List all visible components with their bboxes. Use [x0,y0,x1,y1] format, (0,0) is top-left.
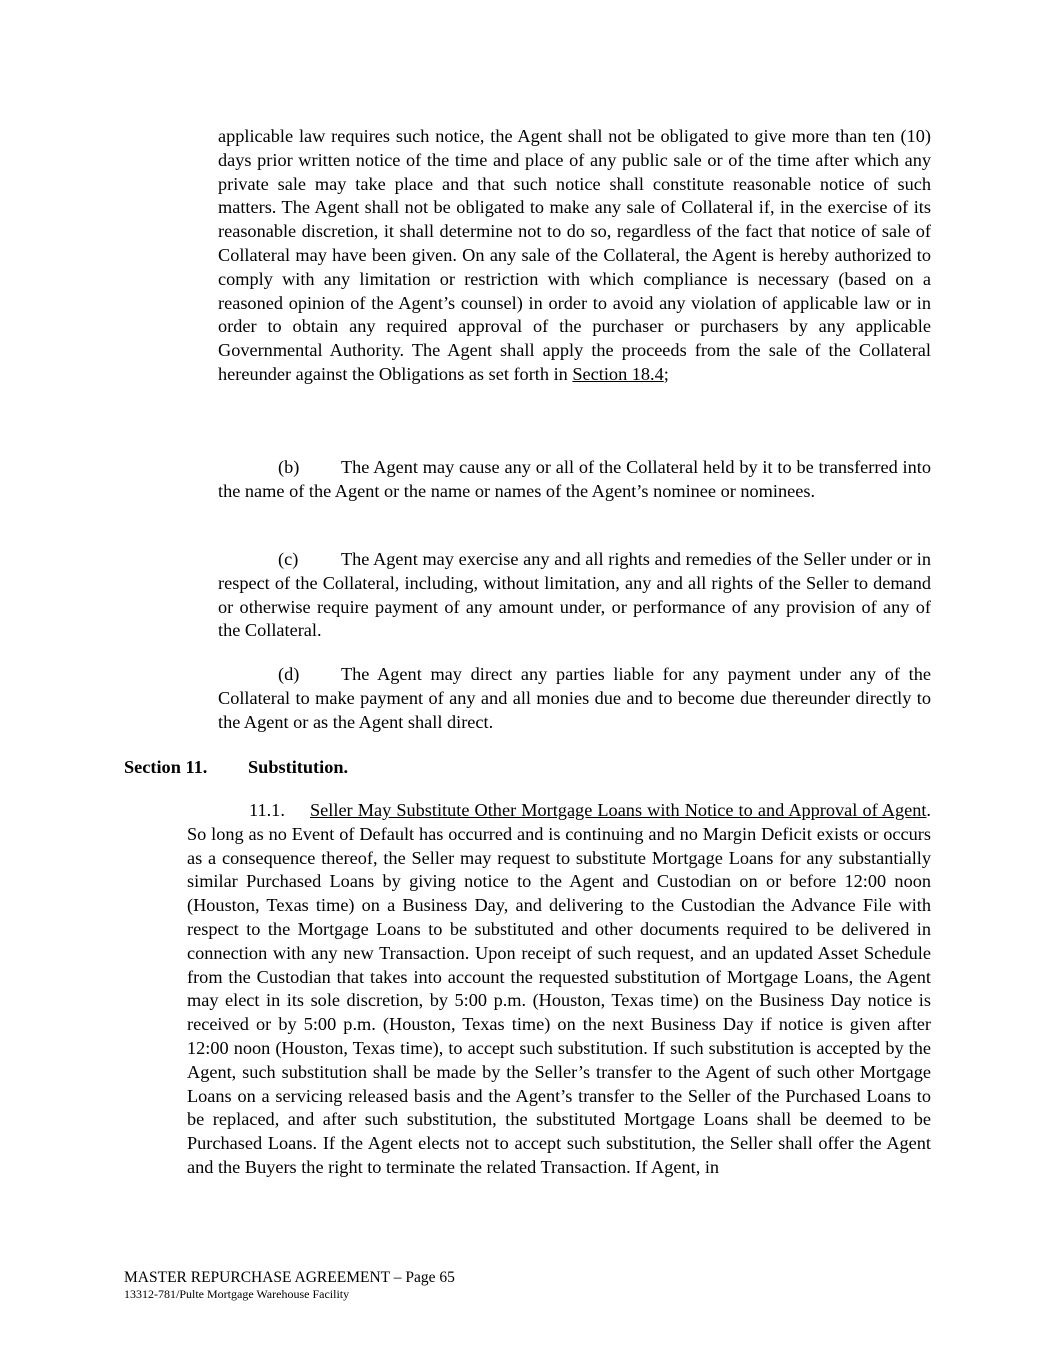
clause-b [218,456,931,504]
clause-text: The Agent may direct any parties liable for any payment under any of the Collateral to make payment of any and all monies due and to become due thereunder directly to the Agent or as the Agent shall direct. [218,664,931,732]
subsection-heading: Seller May Substitute Other Mortgage Loans with Notice to and Approval of Agent [310,800,927,820]
section-reference: Section 18.4 [572,363,664,384]
section-heading [124,756,348,780]
clause-label: (c) [278,549,299,569]
paragraph-text: applicable law requires such notice, the Agent shall not be obligated to give more than ten (10) days prior written notice of the time and place of any public sale or of the time after which any private sale may take place and that such notice shall constitute reasonable notice of such matters. The Agent shall not be obligated to make any sale of Collateral if, in the exercise of its reasonable discretion, it shall determine not to do so, regardless of the fact that notice of sale of Collateral may have been given. On any sale of the Collateral, the Agent is hereby authorized to comply with any limitation or restriction with which compliance is necessary (based on a reasoned opinion of the Agent’s counsel) in order to avoid any violation of applicable law or in order to obtain any required approval of the purchaser or purchasers by any applicable Governmental Authority. The Agent shall apply the proceeds from the sale of the Collateral hereunder against the Obligations as set forth in [218,126,931,384]
section-number: Section 11. [124,757,208,777]
paragraph-continuation [218,125,931,387]
subsection-text: . So long as no Event of Default has occurred and is continuing and no Margin Deficit exists or occurs as a consequence thereof, the Seller may request to substitute Mortgage Loans for any substantially similar Purchased Loans by giving notice to the Agent and Custodian on or before 12:00 noon (Houston, Texas time) on a Business Day, and delivering to the Custodian the Advance File with respect to the Mortgage Loans to be substituted and other documents required to be delivered in connection with any new Transaction. Upon receipt of such request, and an updated Asset Schedule from the Custodian that takes into account the requested substitution of Mortgage Loans, the Agent may elect in its sole discretion, by 5:00 p.m. (Houston, Texas time) on the Business Day notice is received or by 5:00 p.m. (Houston, Texas time) on the next Business Day if notice is given after 12:00 noon (Houston, Texas time), to accept such substitution. If such substitution is accepted by the Agent, such substitution shall be made by the Seller’s transfer to the Agent of such other Mortgage Loans on a servicing released basis and the Agent’s transfer to the Seller of the Purchased Loans to be replaced, and after such substitution, the substituted Mortgage Loans shall be deemed to be Purchased Loans. If the Agent elects not to accept such substitution, the Seller shall offer the Agent and the Buyers the right to terminate the related Transaction. If Agent, in [187,800,931,1177]
footer-doc-id: 13312-781/Pulte Mortgage Warehouse Facility [124,1287,350,1301]
subsection-11-1 [187,799,931,1180]
section-title: Substitution. [248,757,349,777]
subsection-number: 11.1. [249,800,285,820]
footer-title: MASTER REPURCHASE AGREEMENT – Page 65 [124,1269,455,1286]
clause-text: The Agent may cause any or all of the Collateral held by it to be transferred into the name of the Agent or the name or names of the Agent’s nominee or nominees. [218,457,931,501]
page-footer [124,1268,455,1302]
clause-d [218,663,931,734]
clause-c [218,548,931,643]
clause-label: (b) [278,457,300,477]
clause-text: The Agent may exercise any and all rights and remedies of the Seller under or in respect of the Collateral, including, without limitation, any and all rights of the Seller to demand or otherwise require payment of any amount under, or performance of any provision of any of the Collateral. [218,549,931,641]
clause-label: (d) [278,664,300,684]
paragraph-end: ; [663,363,669,384]
